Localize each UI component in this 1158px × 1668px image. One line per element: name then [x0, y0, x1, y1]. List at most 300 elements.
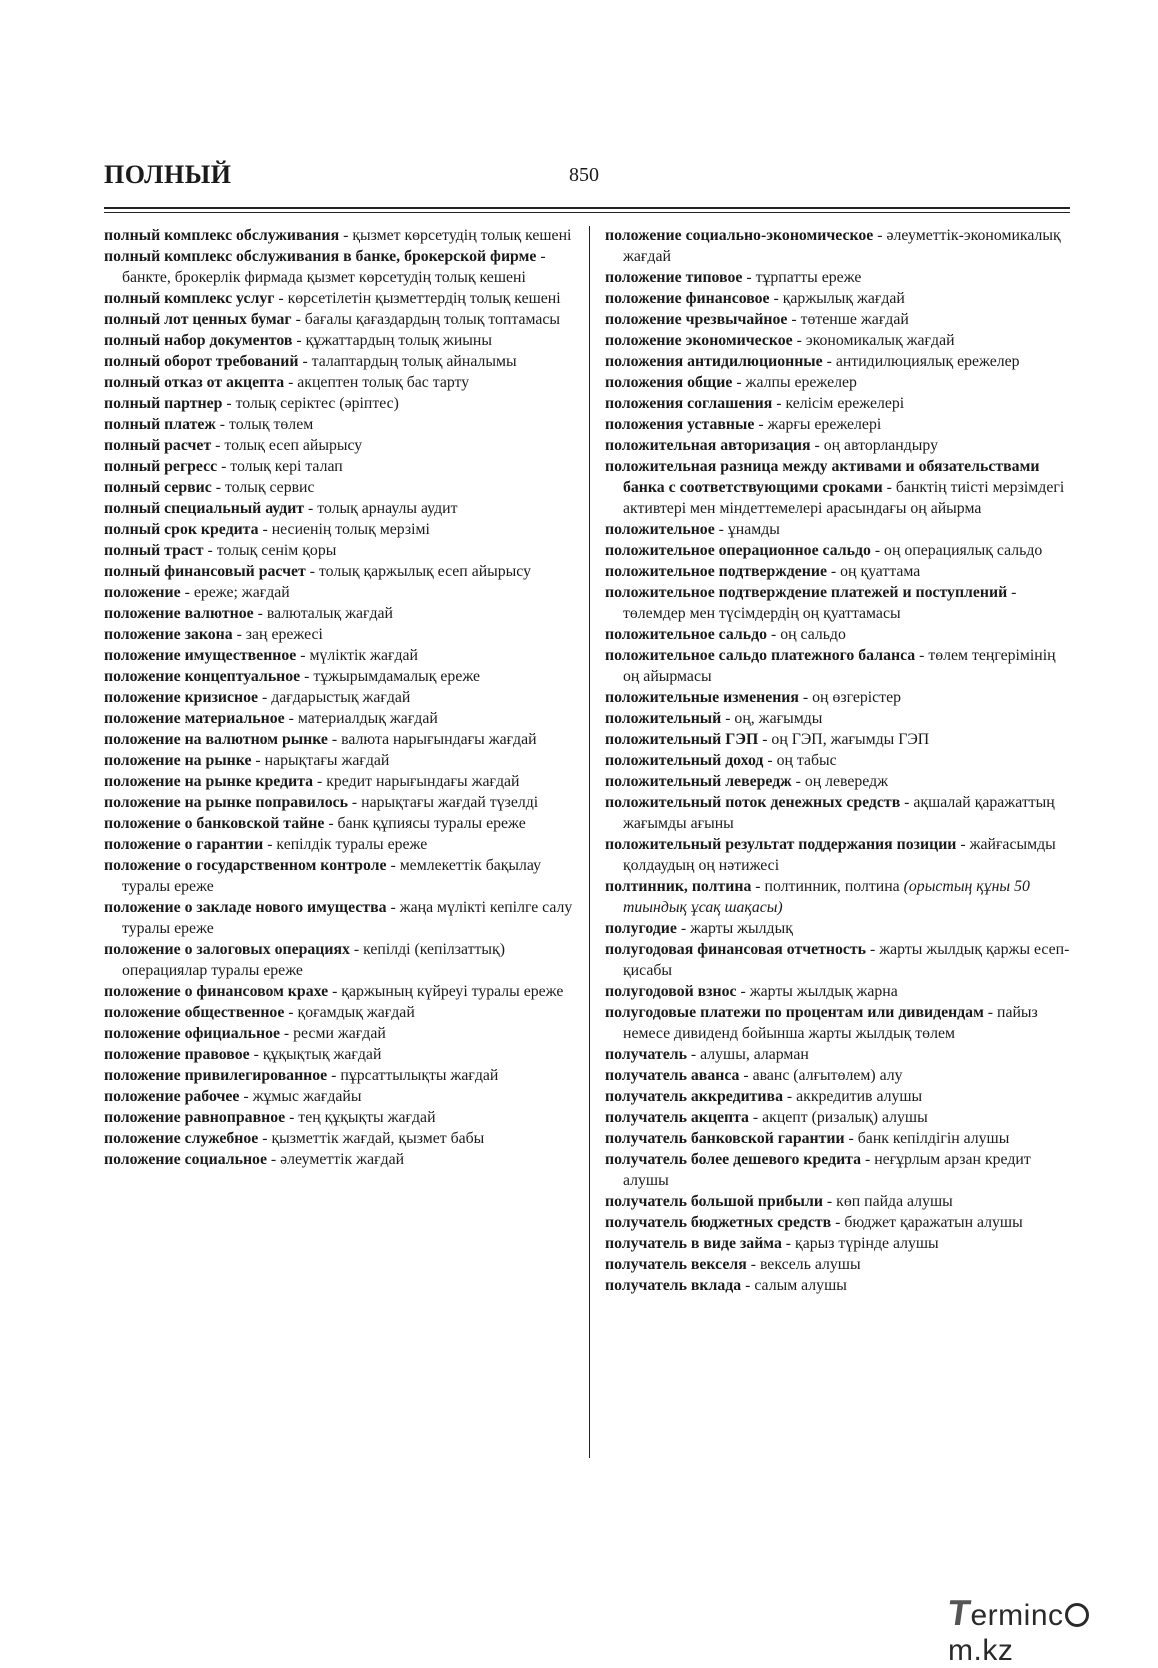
entry-definition: оң, жағымды: [734, 710, 823, 727]
entry-term: положения общие: [605, 374, 733, 391]
entry-term: положительное сальдо платежного баланса: [605, 647, 916, 664]
entry-term: положение рабочее: [104, 1088, 240, 1105]
entry-term: получатель банковской гарантии: [605, 1130, 845, 1147]
entry-definition: толық төлем: [229, 416, 314, 433]
entry-note: (орыстың құны 50 тиындық ұсақ шақасы): [623, 878, 1030, 916]
column-divider: [589, 226, 590, 1458]
page-number: 850: [569, 164, 599, 186]
entry-separator: -: [324, 815, 338, 832]
entry-separator: -: [822, 353, 836, 370]
entry-definition: дағдарыстық жағдай: [271, 689, 411, 706]
entry-separator: -: [263, 836, 277, 853]
entry-definition: төлем теңгерімінің оң айырмасы: [623, 647, 1056, 685]
entry-definition: алушы, аларман: [700, 1046, 809, 1063]
entry-definition: оң өзгерістер: [812, 689, 901, 706]
entry-separator: -: [870, 542, 885, 559]
entry-term: положение экономическое: [605, 332, 793, 349]
entry-term: полугодовая финансовая отчетность: [605, 941, 867, 958]
dictionary-entry: [605, 561, 1075, 582]
entry-definition: экономикалық жағдай: [805, 332, 955, 349]
dictionary-entry: [605, 771, 1075, 792]
entry-separator: -: [866, 941, 880, 958]
entry-separator: -: [861, 1151, 875, 1168]
entry-separator: -: [686, 1046, 701, 1063]
entry-definition: салым алушы: [754, 1277, 847, 1294]
entry-definition: толық кері талап: [230, 458, 343, 475]
entry-separator: -: [754, 416, 768, 433]
entry-separator: -: [915, 647, 929, 664]
entry-separator: -: [239, 1088, 253, 1105]
entry-term: положение на рынке кредита: [104, 773, 314, 790]
entry-separator: -: [347, 794, 362, 811]
entry-separator: -: [211, 437, 225, 454]
dictionary-entry: [104, 855, 576, 897]
dictionary-entry: [605, 1002, 1075, 1044]
entry-term: положение имущественное: [104, 647, 297, 664]
dictionary-entry: [605, 981, 1075, 1002]
entry-separator: -: [900, 794, 914, 811]
entry-separator: -: [956, 836, 970, 853]
dictionary-entry: [605, 1128, 1075, 1149]
dictionary-entry: [104, 1023, 576, 1044]
entry-separator: -: [215, 416, 229, 433]
entry-definition: жарты жылдық: [690, 920, 793, 937]
entry-separator: -: [676, 920, 691, 937]
header-rule-thin: [104, 212, 1070, 213]
entry-definition: несиенің толық мерзімі: [271, 521, 430, 538]
entry-term: получатель аванса: [605, 1067, 740, 1084]
dictionary-entry: [605, 435, 1075, 456]
entry-term: положение официальное: [104, 1025, 280, 1042]
dictionary-entry: [605, 582, 1075, 624]
entry-separator: -: [742, 269, 756, 286]
logo-mid: erminc: [970, 1599, 1064, 1632]
entry-term: положительное: [605, 521, 715, 538]
entry-term: получатель акцепта: [605, 1109, 749, 1126]
dictionary-entry: [605, 267, 1075, 288]
dictionary-entry: [605, 792, 1075, 834]
entry-term: получатель аккредитива: [605, 1088, 783, 1105]
entry-definition: құжаттардың толық жиыны: [305, 332, 492, 349]
entry-definition: оң сальдо: [780, 626, 846, 643]
entry-term: получатель векселя: [605, 1256, 747, 1273]
entry-definition: жайғасымды қолдаудың оң нәтижесі: [623, 836, 1056, 874]
page-header: [104, 158, 1070, 204]
dictionary-entry: [104, 225, 576, 246]
entry-definition: толық арнаулы аудит: [317, 500, 458, 517]
entry-term: положение о гарантии: [104, 836, 264, 853]
entry-definition: толық есеп айырысу: [224, 437, 363, 454]
entry-separator: -: [305, 563, 319, 580]
dictionary-entry: [605, 1065, 1075, 1086]
entry-term: положение на валютном рынке: [104, 731, 328, 748]
entry-definition: қаржының күйреуі туралы ереже: [341, 983, 564, 1000]
entry-definition: төтенше жағдай: [800, 311, 909, 328]
dictionary-entry: [104, 813, 576, 834]
entry-term: положительный доход: [605, 752, 764, 769]
dictionary-entry: [605, 645, 1075, 687]
entry-term: получатель вклада: [605, 1277, 742, 1294]
entry-separator: -: [279, 1025, 294, 1042]
entry-term: положение о закладе нового имущества: [104, 899, 387, 916]
entry-term: положение концептуальное: [104, 668, 301, 685]
entry-term: положение равноправное: [104, 1109, 286, 1126]
entry-term: положение финансовое: [605, 290, 770, 307]
dictionary-entry: [104, 288, 576, 309]
entry-definition: жаңа мүлікті кепілге салу туралы ереже: [122, 899, 573, 937]
dictionary-entry: [104, 372, 576, 393]
entry-separator: -: [298, 353, 312, 370]
entry-definition: оң ГЭП, жағымды ГЭП: [771, 731, 930, 748]
entry-definition: антидилюциялық ережелер: [835, 353, 1020, 370]
entry-separator: -: [798, 689, 813, 706]
entry-term: полный комплекс обслуживания в банке, брокерской фирме: [104, 248, 537, 265]
dictionary-entry: [104, 708, 576, 729]
head-word: ПОЛНЫЙ: [104, 160, 232, 189]
entry-term: положение привилегированное: [104, 1067, 328, 1084]
entry-term: положение на рынке поправилось: [104, 794, 348, 811]
dictionary-entry: [104, 246, 576, 288]
entry-separator: -: [266, 1151, 281, 1168]
dictionary-entry: [605, 1044, 1075, 1065]
entry-term: полный сервис: [104, 479, 212, 496]
logo-o-ring: [1065, 1603, 1089, 1627]
entry-definition: нарықтағы жағдай: [264, 752, 390, 769]
entry-separator: -: [285, 1109, 299, 1126]
entry-separator: -: [232, 626, 246, 643]
entry-separator: -: [739, 1067, 753, 1084]
entry-separator: -: [826, 563, 841, 580]
entry-definition: оң авторландыру: [823, 437, 938, 454]
dictionary-entry: [104, 477, 576, 498]
entry-definition: аванс (алғытөлем) алу: [752, 1067, 903, 1084]
entry-separator: -: [751, 878, 765, 895]
entry-separator: -: [721, 710, 735, 727]
entry-separator: -: [284, 710, 298, 727]
entry-term: положение правовое: [104, 1046, 250, 1063]
entry-separator: -: [327, 1067, 341, 1084]
entry-definition: оң операциялық сальдо: [884, 542, 1043, 559]
dictionary-entry: [104, 666, 576, 687]
entry-term: положительный: [605, 710, 722, 727]
logo-t: T: [945, 1592, 974, 1633]
entry-separator: -: [791, 773, 805, 790]
dictionary-entry: [605, 1212, 1075, 1233]
entry-term: полный набор документов: [104, 332, 293, 349]
entry-definition: қарыз түрінде алушы: [795, 1235, 939, 1252]
entry-definition: акцептен толық бас тарту: [297, 374, 470, 391]
right-column: [605, 225, 1075, 1296]
dictionary-entry: [104, 351, 576, 372]
entry-term: полный оборот требований: [104, 353, 299, 370]
entry-separator: -: [274, 290, 288, 307]
entry-definition: ақшалай қаражаттың жағымды ағыны: [623, 794, 1055, 832]
entry-term: положения антидилюционные: [605, 353, 823, 370]
entry-separator: -: [822, 1193, 837, 1210]
dictionary-entry: [104, 456, 576, 477]
header-rule-thick: [104, 207, 1070, 209]
left-column: [104, 225, 576, 1170]
dictionary-entry: [104, 729, 576, 750]
entry-separator: -: [758, 731, 772, 748]
termincom-logo: [945, 1592, 1148, 1667]
dictionary-entry: [605, 1275, 1075, 1296]
entry-term: положительный результат поддержания позиции: [605, 836, 957, 853]
dictionary-entry: [605, 414, 1075, 435]
entry-term: полный срок кредита: [104, 521, 259, 538]
entry-definition: құқықтық жағдай: [262, 1046, 382, 1063]
entry-definition: материалдық жағдай: [297, 710, 438, 727]
dictionary-entry: [605, 876, 1075, 918]
entry-separator: -: [180, 584, 194, 601]
entry-term: полный регресс: [104, 458, 218, 475]
entry-term: положение о государственном контроле: [104, 857, 387, 874]
dictionary-entry: [605, 729, 1075, 750]
entry-term: положение чрезвычайное: [605, 311, 788, 328]
entry-definition: бюджет қаражатын алушы: [844, 1214, 1023, 1231]
entry-definition: ереже; жағдай: [193, 584, 290, 601]
dictionary-entry: [104, 1128, 576, 1149]
dictionary-entry: [104, 750, 576, 771]
entry-definition: пұрсаттылықты жағдай: [340, 1067, 499, 1084]
entry-separator: -: [732, 374, 746, 391]
dictionary-entry: [605, 687, 1075, 708]
dictionary-entry: [104, 897, 576, 939]
entry-separator: -: [304, 500, 318, 517]
entry-term: положительное подтверждение платежей и поступлений: [605, 584, 1008, 601]
entry-definition: келісім ережелері: [785, 395, 905, 412]
dictionary-entry: [104, 771, 576, 792]
dictionary-entry: [104, 309, 576, 330]
dictionary-entry: [605, 750, 1075, 771]
entry-definition: әлеуметтік-экономикалық жағдай: [623, 227, 1061, 265]
entry-separator: -: [217, 458, 231, 475]
entry-term: положение на рынке: [104, 752, 252, 769]
entry-definition: банк кепілдігін алушы: [857, 1130, 1010, 1147]
entry-definition: аккредитив алушы: [796, 1088, 923, 1105]
dictionary-entry: [104, 687, 576, 708]
dictionary-entry: [104, 498, 576, 519]
entry-definition: төлемдер мен түсімдердің оң қуаттамасы: [623, 605, 901, 622]
entry-separator: -: [203, 542, 217, 559]
entry-term: положительное сальдо: [605, 626, 768, 643]
dictionary-entry: [104, 603, 576, 624]
entry-term: положительное операционное сальдо: [605, 542, 871, 559]
entry-term: положение служебное: [104, 1130, 259, 1147]
entry-term: полный комплекс услуг: [104, 290, 275, 307]
entry-definition: заң ережесі: [245, 626, 323, 643]
entry-term: полугодовой взнос: [605, 983, 737, 1000]
entry-separator: -: [781, 1235, 796, 1252]
entry-term: положение общественное: [104, 1004, 285, 1021]
entry-definition: вексель алушы: [759, 1256, 861, 1273]
entry-definition: бағалы қағаздардың толық топтамасы: [304, 311, 561, 328]
dictionary-entry: [104, 1086, 576, 1107]
entry-separator: -: [284, 374, 298, 391]
entry-separator: -: [313, 773, 327, 790]
dictionary-entry: [605, 540, 1075, 561]
dictionary-entry: [104, 939, 576, 981]
entry-definition: қаржылық жағдай: [782, 290, 905, 307]
entry-definition: полтинник, полтина: [764, 878, 904, 895]
entry-definition: банктің тиісті мерзімдегі активтері мен міндеттемелері арасындағы оң айырма: [623, 479, 1065, 517]
entry-separator: -: [736, 983, 750, 1000]
entry-term: получатель более дешевого кредита: [605, 1151, 862, 1168]
dictionary-entry: [104, 1107, 576, 1128]
entry-separator: -: [782, 1088, 797, 1105]
entry-separator: -: [386, 899, 400, 916]
entry-separator: -: [983, 1004, 998, 1021]
entry-definition: ресми жағдай: [293, 1025, 386, 1042]
entry-separator: -: [831, 1214, 845, 1231]
entry-definition: талаптардың толық айналымы: [311, 353, 517, 370]
entry-term: положение: [104, 584, 181, 601]
entry-term: положительная разница между активами и обязательствами банка с соответствующими сроками: [605, 458, 1040, 496]
entry-definition: жарғы ережелері: [767, 416, 882, 433]
entry-definition: оң табыс: [776, 752, 837, 769]
entry-definition: көрсетілетін қызметтердің толық кешені: [287, 290, 561, 307]
entry-separator: -: [258, 689, 272, 706]
entry-definition: толық сервис: [224, 479, 315, 496]
dictionary-entry: [104, 393, 576, 414]
entry-definition: әлеуметтік жағдай: [280, 1151, 405, 1168]
entry-term: полный отказ от акцепта: [104, 374, 285, 391]
entry-definition: валюталық жағдай: [266, 605, 393, 622]
entry-separator: -: [787, 311, 801, 328]
entry-term: положение о залоговых операциях: [104, 941, 350, 958]
dictionary-entry: [605, 225, 1075, 267]
dictionary-entry: [605, 918, 1075, 939]
entry-term: полный специальный аудит: [104, 500, 305, 517]
entry-definition: тұрпатты ереже: [755, 269, 862, 286]
entry-term: положение кризисное: [104, 689, 259, 706]
dictionary-entry: [605, 519, 1075, 540]
entry-term: положение о финансовом крахе: [104, 983, 329, 1000]
entry-definition: банк құпиясы туралы ереже: [337, 815, 526, 832]
dictionary-entry: [605, 708, 1075, 729]
entry-definition: мемлекеттік бақылау туралы ереже: [122, 857, 542, 895]
entry-term: положительная авторизация: [605, 437, 811, 454]
entry-term: положительный поток денежных средств: [605, 794, 901, 811]
dictionary-entry: [104, 792, 576, 813]
entry-definition: жалпы ережелер: [745, 374, 857, 391]
dictionary-entry: [605, 351, 1075, 372]
entry-term: полный комплекс обслуживания: [104, 227, 340, 244]
entry-term: получатель: [605, 1046, 687, 1063]
dictionary-entry: [605, 624, 1075, 645]
entry-term: полный лот ценных бумаг: [104, 311, 292, 328]
entry-term: положение закона: [104, 626, 233, 643]
entry-separator: -: [211, 479, 225, 496]
entry-definition: валюта нарығындағы жағдай: [341, 731, 537, 748]
dictionary-entry: [605, 372, 1075, 393]
entry-separator: -: [222, 395, 236, 412]
entry-term: полтинник, полтина: [605, 878, 752, 895]
dictionary-entry: [104, 1149, 576, 1170]
entry-separator: -: [292, 332, 306, 349]
entry-term: получатель большой прибыли: [605, 1193, 823, 1210]
entry-separator: -: [772, 395, 786, 412]
entry-separator: -: [284, 1004, 298, 1021]
dictionary-entry: [104, 414, 576, 435]
dictionary-entry: [104, 561, 576, 582]
entry-separator: -: [258, 1130, 272, 1147]
entry-term: положение типовое: [605, 269, 743, 286]
entry-separator: -: [844, 1130, 858, 1147]
dictionary-entry: [104, 1044, 576, 1065]
dictionary-entry: [605, 309, 1075, 330]
entry-definition: оң қуаттама: [840, 563, 921, 580]
entry-separator: -: [1007, 584, 1017, 601]
dictionary-entry: [104, 582, 576, 603]
entry-term: полный финансовый расчет: [104, 563, 306, 580]
entry-term: положения соглашения: [605, 395, 773, 412]
dictionary-entry: [104, 519, 576, 540]
entry-definition: ұнамды: [727, 521, 780, 538]
dictionary-entry: [605, 1191, 1075, 1212]
entry-term: положительное подтверждение: [605, 563, 827, 580]
entry-term: полный партнер: [104, 395, 223, 412]
entry-definition: толық сенім қоры: [216, 542, 337, 559]
entry-definition: неғұрлым арзан кредит алушы: [623, 1151, 1031, 1189]
entry-separator: -: [253, 605, 267, 622]
entry-separator: -: [767, 626, 781, 643]
entry-separator: -: [258, 521, 272, 538]
entry-term: получатель бюджетных средств: [605, 1214, 832, 1231]
entry-definition: пайыз немесе дивиденд бойынша жарты жылдық төлем: [623, 1004, 1038, 1042]
dictionary-entry: [104, 834, 576, 855]
dictionary-entry: [104, 540, 576, 561]
entry-separator: -: [536, 248, 546, 265]
entry-definition: қызметтік жағдай, қызмет бабы: [271, 1130, 485, 1147]
entry-separator: -: [769, 290, 783, 307]
entry-separator: -: [763, 752, 777, 769]
entry-term: полный траст: [104, 542, 204, 559]
entry-definition: тұжырымдамалық ереже: [313, 668, 481, 685]
entry-definition: жарты жылдық қаржы есеп-қисабы: [623, 941, 1070, 979]
dictionary-entry: [605, 1107, 1075, 1128]
entry-separator: -: [714, 521, 728, 538]
entry-term: положения уставные: [605, 416, 755, 433]
entry-separator: -: [296, 647, 310, 664]
entry-separator: -: [792, 332, 806, 349]
dictionary-entry: [605, 330, 1075, 351]
dictionary-entry: [104, 624, 576, 645]
entry-definition: жұмыс жағдайы: [252, 1088, 362, 1105]
entry-separator: -: [328, 983, 342, 1000]
entry-term: положительные изменения: [605, 689, 799, 706]
logo-end: m.kz: [948, 1634, 1014, 1667]
dictionary-entry: [605, 456, 1075, 519]
entry-separator: -: [386, 857, 400, 874]
entry-separator: -: [339, 227, 353, 244]
entry-separator: -: [251, 752, 265, 769]
dictionary-entry: [605, 939, 1075, 981]
entry-term: получатель в виде займа: [605, 1235, 782, 1252]
entry-term: положительный левередж: [605, 773, 792, 790]
entry-definition: қоғамдық жағдай: [297, 1004, 415, 1021]
entry-term: положение социальное: [104, 1151, 267, 1168]
entry-term: положение социально-экономическое: [605, 227, 874, 244]
entry-term: полугодовые платежи по процентам или дивидендам: [605, 1004, 984, 1021]
entry-definition: көп пайда алушы: [836, 1193, 953, 1210]
entry-term: положение о банковской тайне: [104, 815, 325, 832]
entry-definition: оң левередж: [804, 773, 889, 790]
entry-separator: -: [746, 1256, 760, 1273]
entry-definition: тең құқықты жағдай: [298, 1109, 436, 1126]
entry-separator: -: [249, 1046, 263, 1063]
dictionary-entry: [605, 1149, 1075, 1191]
